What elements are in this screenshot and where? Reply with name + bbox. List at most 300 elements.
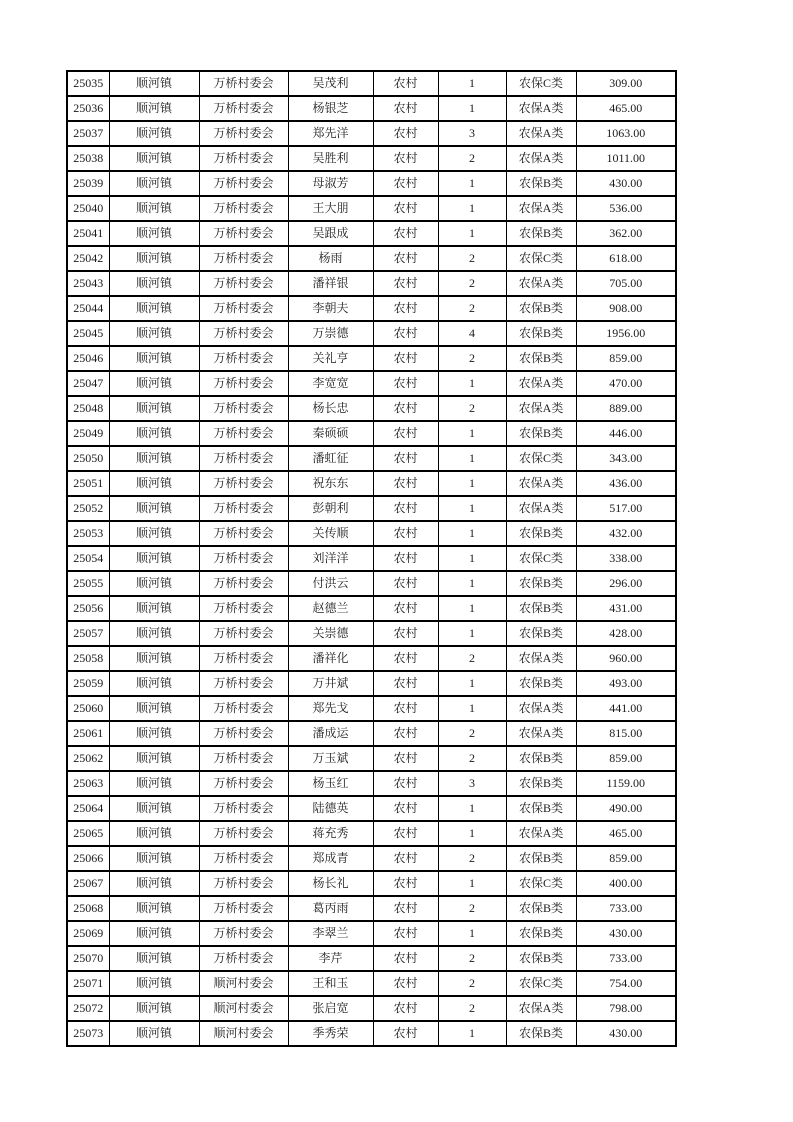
residence-type-cell: 农村 [373,521,438,546]
table-row [67,871,676,896]
village-committee-cell: 万桥村委会 [199,646,288,671]
amount-cell: 754.00 [576,971,676,996]
record-id-cell: 25039 [67,171,109,196]
person-count-cell: 1 [438,171,506,196]
amount-cell: 296.00 [576,571,676,596]
residence-type-cell: 农村 [373,921,438,946]
amount-cell: 815.00 [576,721,676,746]
amount-cell: 432.00 [576,521,676,546]
insurance-category-cell: 农保C类 [506,871,576,896]
insurance-category-cell: 农保A类 [506,696,576,721]
person-count-cell: 2 [438,846,506,871]
person-count-cell: 2 [438,246,506,271]
town-cell: 顺河镇 [109,721,199,746]
village-committee-cell: 万桥村委会 [199,921,288,946]
record-id-cell: 25068 [67,896,109,921]
residence-type-cell: 农村 [373,596,438,621]
insurance-category-cell: 农保C类 [506,971,576,996]
record-id-cell: 25065 [67,821,109,846]
insurance-category-cell: 农保B类 [506,946,576,971]
insurance-category-cell: 农保B类 [506,421,576,446]
person-count-cell: 2 [438,271,506,296]
insurance-category-cell: 农保B类 [506,846,576,871]
record-id-cell: 25037 [67,121,109,146]
village-committee-cell: 万桥村委会 [199,321,288,346]
person-count-cell: 4 [438,321,506,346]
village-committee-cell: 顺河村委会 [199,971,288,996]
residence-type-cell: 农村 [373,246,438,271]
amount-cell: 428.00 [576,621,676,646]
table-row [67,971,676,996]
record-id-cell: 25067 [67,871,109,896]
record-id-cell: 25073 [67,1021,109,1046]
person-name-cell: 郑先洋 [288,121,373,146]
village-committee-cell: 万桥村委会 [199,246,288,271]
table-row [67,746,676,771]
insurance-category-cell: 农保A类 [506,96,576,121]
amount-cell: 430.00 [576,171,676,196]
amount-cell: 1011.00 [576,146,676,171]
person-count-cell: 2 [438,396,506,421]
residence-type-cell: 农村 [373,396,438,421]
village-committee-cell: 万桥村委会 [199,521,288,546]
table-row [67,496,676,521]
person-name-cell: 李朝夫 [288,296,373,321]
person-name-cell: 杨雨 [288,246,373,271]
village-committee-cell: 万桥村委会 [199,546,288,571]
person-count-cell: 1 [438,696,506,721]
person-name-cell: 郑先戈 [288,696,373,721]
town-cell: 顺河镇 [109,196,199,221]
amount-cell: 798.00 [576,996,676,1021]
record-id-cell: 25063 [67,771,109,796]
town-cell: 顺河镇 [109,471,199,496]
record-id-cell: 25042 [67,246,109,271]
residence-type-cell: 农村 [373,671,438,696]
residence-type-cell: 农村 [373,346,438,371]
insurance-category-cell: 农保A类 [506,196,576,221]
person-count-cell: 2 [438,996,506,1021]
town-cell: 顺河镇 [109,296,199,321]
residence-type-cell: 农村 [373,471,438,496]
table-row [67,271,676,296]
person-count-cell: 1 [438,921,506,946]
amount-cell: 493.00 [576,671,676,696]
person-name-cell: 万崇德 [288,321,373,346]
person-count-cell: 1 [438,546,506,571]
person-count-cell: 1 [438,521,506,546]
person-count-cell: 1 [438,621,506,646]
insurance-category-cell: 农保A类 [506,646,576,671]
residence-type-cell: 农村 [373,771,438,796]
person-name-cell: 万井斌 [288,671,373,696]
person-count-cell: 1 [438,221,506,246]
person-count-cell: 1 [438,196,506,221]
table-row [67,346,676,371]
record-id-cell: 25045 [67,321,109,346]
record-id-cell: 25046 [67,346,109,371]
amount-cell: 490.00 [576,796,676,821]
table-row [67,596,676,621]
amount-cell: 1159.00 [576,771,676,796]
person-name-cell: 李芹 [288,946,373,971]
town-cell: 顺河镇 [109,346,199,371]
insurance-category-cell: 农保B类 [506,571,576,596]
village-committee-cell: 万桥村委会 [199,571,288,596]
record-id-cell: 25060 [67,696,109,721]
village-committee-cell: 万桥村委会 [199,96,288,121]
village-committee-cell: 万桥村委会 [199,221,288,246]
person-count-cell: 2 [438,296,506,321]
village-committee-cell: 万桥村委会 [199,171,288,196]
insurance-category-cell: 农保B类 [506,221,576,246]
table-row [67,421,676,446]
record-id-cell: 25051 [67,471,109,496]
town-cell: 顺河镇 [109,521,199,546]
town-cell: 顺河镇 [109,696,199,721]
record-id-cell: 25059 [67,671,109,696]
village-committee-cell: 万桥村委会 [199,496,288,521]
record-id-cell: 25047 [67,371,109,396]
village-committee-cell: 万桥村委会 [199,471,288,496]
person-name-cell: 李宽宽 [288,371,373,396]
village-committee-cell: 万桥村委会 [199,696,288,721]
town-cell: 顺河镇 [109,796,199,821]
insurance-category-cell: 农保B类 [506,921,576,946]
record-id-cell: 25053 [67,521,109,546]
amount-cell: 1063.00 [576,121,676,146]
table-row [67,696,676,721]
residence-type-cell: 农村 [373,296,438,321]
record-id-cell: 25056 [67,596,109,621]
town-cell: 顺河镇 [109,246,199,271]
village-committee-cell: 万桥村委会 [199,71,288,96]
amount-cell: 733.00 [576,946,676,971]
insurance-category-cell: 农保B类 [506,621,576,646]
person-count-cell: 1 [438,71,506,96]
record-id-cell: 25070 [67,946,109,971]
record-id-cell: 25044 [67,296,109,321]
person-name-cell: 葛丙雨 [288,896,373,921]
person-count-cell: 1 [438,796,506,821]
amount-cell: 859.00 [576,346,676,371]
record-id-cell: 25052 [67,496,109,521]
town-cell: 顺河镇 [109,71,199,96]
town-cell: 顺河镇 [109,821,199,846]
residence-type-cell: 农村 [373,721,438,746]
table-row [67,896,676,921]
table-row [67,171,676,196]
town-cell: 顺河镇 [109,971,199,996]
town-cell: 顺河镇 [109,671,199,696]
town-cell: 顺河镇 [109,646,199,671]
record-id-cell: 25036 [67,96,109,121]
residence-type-cell: 农村 [373,546,438,571]
amount-cell: 733.00 [576,896,676,921]
residence-type-cell: 农村 [373,446,438,471]
town-cell: 顺河镇 [109,896,199,921]
person-count-cell: 2 [438,646,506,671]
insurance-category-cell: 农保C类 [506,71,576,96]
amount-cell: 1956.00 [576,321,676,346]
amount-cell: 436.00 [576,471,676,496]
town-cell: 顺河镇 [109,146,199,171]
insurance-category-cell: 农保A类 [506,271,576,296]
village-committee-cell: 万桥村委会 [199,821,288,846]
town-cell: 顺河镇 [109,496,199,521]
person-name-cell: 关崇德 [288,621,373,646]
records-table [66,70,677,1047]
person-count-cell: 1 [438,821,506,846]
table-row [67,221,676,246]
village-committee-cell: 万桥村委会 [199,446,288,471]
village-committee-cell: 万桥村委会 [199,671,288,696]
residence-type-cell: 农村 [373,421,438,446]
village-committee-cell: 万桥村委会 [199,296,288,321]
town-cell: 顺河镇 [109,921,199,946]
person-name-cell: 吴跟成 [288,221,373,246]
insurance-category-cell: 农保A类 [506,721,576,746]
table-row [67,146,676,171]
insurance-category-cell: 农保A类 [506,146,576,171]
record-id-cell: 25041 [67,221,109,246]
person-name-cell: 母淑芳 [288,171,373,196]
insurance-category-cell: 农保B类 [506,346,576,371]
insurance-category-cell: 农保C类 [506,246,576,271]
insurance-category-cell: 农保B类 [506,671,576,696]
table-body [67,71,676,1046]
village-committee-cell: 万桥村委会 [199,596,288,621]
village-committee-cell: 万桥村委会 [199,771,288,796]
person-count-cell: 1 [438,471,506,496]
record-id-cell: 25072 [67,996,109,1021]
residence-type-cell: 农村 [373,171,438,196]
village-committee-cell: 万桥村委会 [199,796,288,821]
village-committee-cell: 万桥村委会 [199,371,288,396]
residence-type-cell: 农村 [373,221,438,246]
residence-type-cell: 农村 [373,96,438,121]
person-name-cell: 陆德英 [288,796,373,821]
table-row [67,771,676,796]
insurance-category-cell: 农保B类 [506,296,576,321]
town-cell: 顺河镇 [109,871,199,896]
town-cell: 顺河镇 [109,946,199,971]
person-name-cell: 季秀荣 [288,1021,373,1046]
town-cell: 顺河镇 [109,96,199,121]
amount-cell: 338.00 [576,546,676,571]
insurance-category-cell: 农保B类 [506,171,576,196]
record-id-cell: 25057 [67,621,109,646]
town-cell: 顺河镇 [109,221,199,246]
table-row [67,546,676,571]
table-row [67,671,676,696]
village-committee-cell: 万桥村委会 [199,621,288,646]
residence-type-cell: 农村 [373,271,438,296]
person-name-cell: 关传顺 [288,521,373,546]
record-id-cell: 25040 [67,196,109,221]
town-cell: 顺河镇 [109,996,199,1021]
amount-cell: 470.00 [576,371,676,396]
insurance-category-cell: 农保A类 [506,496,576,521]
insurance-category-cell: 农保B类 [506,796,576,821]
residence-type-cell: 农村 [373,71,438,96]
residence-type-cell: 农村 [373,846,438,871]
insurance-category-cell: 农保B类 [506,1021,576,1046]
person-count-cell: 1 [438,596,506,621]
person-name-cell: 杨长礼 [288,871,373,896]
table-row [67,121,676,146]
village-committee-cell: 顺河村委会 [199,1021,288,1046]
town-cell: 顺河镇 [109,321,199,346]
record-id-cell: 25066 [67,846,109,871]
person-name-cell: 万玉斌 [288,746,373,771]
table-row [67,621,676,646]
insurance-category-cell: 农保C类 [506,446,576,471]
record-id-cell: 25061 [67,721,109,746]
town-cell: 顺河镇 [109,771,199,796]
person-name-cell: 杨长忠 [288,396,373,421]
village-committee-cell: 顺河村委会 [199,996,288,1021]
village-committee-cell: 万桥村委会 [199,746,288,771]
table-row [67,196,676,221]
person-name-cell: 杨玉红 [288,771,373,796]
table-row [67,946,676,971]
person-name-cell: 彭朝利 [288,496,373,521]
person-name-cell: 王大朋 [288,196,373,221]
table-row [67,996,676,1021]
person-name-cell: 关礼亨 [288,346,373,371]
amount-cell: 430.00 [576,921,676,946]
person-name-cell: 付洪云 [288,571,373,596]
person-name-cell: 张启宽 [288,996,373,1021]
village-committee-cell: 万桥村委会 [199,396,288,421]
insurance-category-cell: 农保B类 [506,521,576,546]
village-committee-cell: 万桥村委会 [199,196,288,221]
table-sheet [66,70,677,1047]
insurance-category-cell: 农保B类 [506,771,576,796]
table-row [67,296,676,321]
village-committee-cell: 万桥村委会 [199,346,288,371]
table-row [67,1021,676,1046]
town-cell: 顺河镇 [109,271,199,296]
record-id-cell: 25050 [67,446,109,471]
town-cell: 顺河镇 [109,121,199,146]
person-count-cell: 3 [438,121,506,146]
amount-cell: 517.00 [576,496,676,521]
village-committee-cell: 万桥村委会 [199,146,288,171]
insurance-category-cell: 农保A类 [506,821,576,846]
residence-type-cell: 农村 [373,946,438,971]
person-count-cell: 1 [438,496,506,521]
person-name-cell: 秦硕硕 [288,421,373,446]
person-name-cell: 祝东东 [288,471,373,496]
person-count-cell: 2 [438,146,506,171]
amount-cell: 343.00 [576,446,676,471]
record-id-cell: 25062 [67,746,109,771]
person-count-cell: 2 [438,346,506,371]
amount-cell: 431.00 [576,596,676,621]
town-cell: 顺河镇 [109,746,199,771]
person-count-cell: 3 [438,771,506,796]
person-count-cell: 2 [438,746,506,771]
insurance-category-cell: 农保B类 [506,896,576,921]
record-id-cell: 25054 [67,546,109,571]
person-count-cell: 1 [438,571,506,596]
amount-cell: 618.00 [576,246,676,271]
person-count-cell: 1 [438,871,506,896]
amount-cell: 465.00 [576,96,676,121]
person-count-cell: 2 [438,896,506,921]
insurance-category-cell: 农保B类 [506,321,576,346]
table-row [67,846,676,871]
record-id-cell: 25049 [67,421,109,446]
insurance-category-cell: 农保A类 [506,121,576,146]
amount-cell: 465.00 [576,821,676,846]
insurance-category-cell: 农保B类 [506,746,576,771]
table-row [67,471,676,496]
residence-type-cell: 农村 [373,796,438,821]
residence-type-cell: 农村 [373,196,438,221]
town-cell: 顺河镇 [109,571,199,596]
insurance-category-cell: 农保A类 [506,371,576,396]
amount-cell: 859.00 [576,746,676,771]
table-row [67,246,676,271]
residence-type-cell: 农村 [373,896,438,921]
table-row [67,821,676,846]
record-id-cell: 25058 [67,646,109,671]
record-id-cell: 25064 [67,796,109,821]
person-count-cell: 2 [438,946,506,971]
village-committee-cell: 万桥村委会 [199,271,288,296]
residence-type-cell: 农村 [373,571,438,596]
residence-type-cell: 农村 [373,621,438,646]
residence-type-cell: 农村 [373,696,438,721]
amount-cell: 446.00 [576,421,676,446]
insurance-category-cell: 农保A类 [506,996,576,1021]
insurance-category-cell: 农保A类 [506,396,576,421]
person-name-cell: 吴胜利 [288,146,373,171]
amount-cell: 441.00 [576,696,676,721]
person-name-cell: 刘洋洋 [288,546,373,571]
amount-cell: 960.00 [576,646,676,671]
residence-type-cell: 农村 [373,821,438,846]
person-count-cell: 2 [438,721,506,746]
person-count-cell: 1 [438,671,506,696]
amount-cell: 309.00 [576,71,676,96]
town-cell: 顺河镇 [109,546,199,571]
table-row [67,71,676,96]
residence-type-cell: 农村 [373,321,438,346]
village-committee-cell: 万桥村委会 [199,846,288,871]
village-committee-cell: 万桥村委会 [199,896,288,921]
village-committee-cell: 万桥村委会 [199,946,288,971]
residence-type-cell: 农村 [373,871,438,896]
village-committee-cell: 万桥村委会 [199,871,288,896]
table-row [67,571,676,596]
village-committee-cell: 万桥村委会 [199,421,288,446]
town-cell: 顺河镇 [109,371,199,396]
table-row [67,371,676,396]
amount-cell: 908.00 [576,296,676,321]
amount-cell: 859.00 [576,846,676,871]
town-cell: 顺河镇 [109,396,199,421]
town-cell: 顺河镇 [109,171,199,196]
amount-cell: 889.00 [576,396,676,421]
table-row [67,521,676,546]
person-name-cell: 吴茂利 [288,71,373,96]
amount-cell: 536.00 [576,196,676,221]
record-id-cell: 25069 [67,921,109,946]
